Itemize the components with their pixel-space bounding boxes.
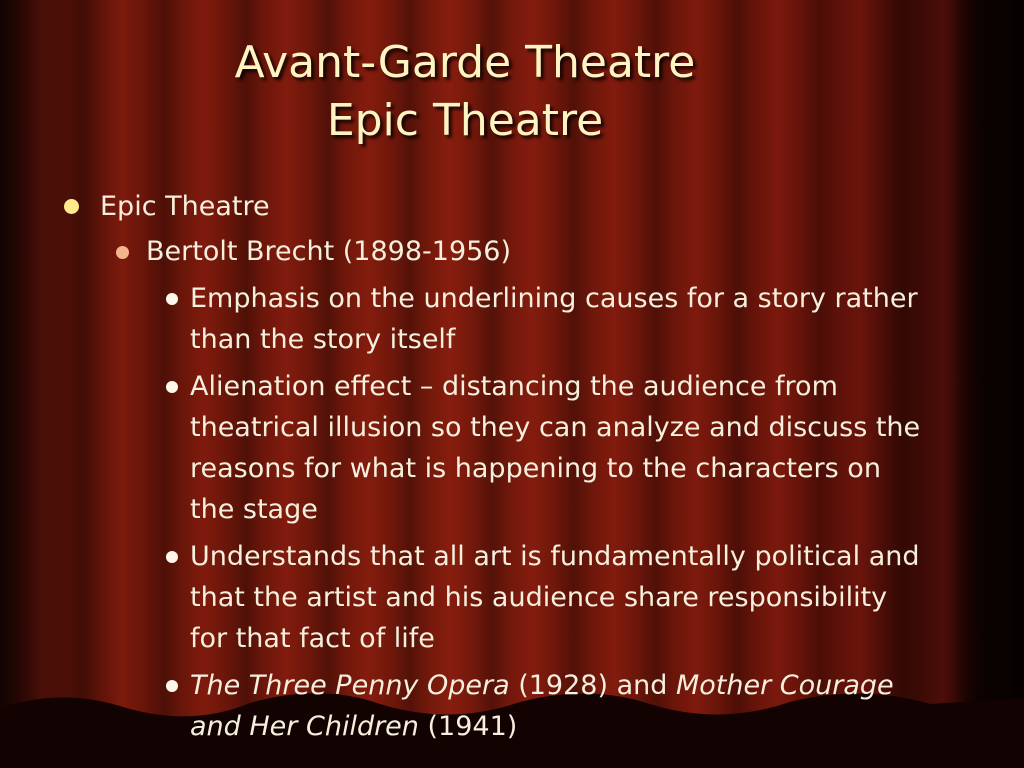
- bullet-dot-icon: [64, 199, 79, 214]
- bullet-level3: [60, 278, 960, 360]
- bullet-level3: [60, 665, 960, 747]
- bullet-list: [60, 186, 960, 753]
- bullet-text: Bertolt Brecht (1898-1956): [146, 236, 512, 267]
- work-title: Mother Courage and Her Children: [190, 670, 894, 742]
- bullet-level2: [60, 231, 960, 272]
- curtain-right-drape: [954, 0, 1024, 768]
- bullet-level3: [60, 536, 960, 659]
- bullet-text: Alienation effect – distancing the audience from theatrical illusion so they can analyze and discuss the reasons for what is happening to the characters on the stage: [190, 371, 921, 525]
- work-title: The Three Penny Opera: [190, 670, 510, 701]
- bullet-dot-icon: [166, 680, 178, 692]
- bullet-dot-icon: [166, 381, 178, 393]
- bullet-dot-icon: [166, 551, 178, 563]
- work-year: (1928) and: [509, 670, 676, 701]
- bullet-text: Understands that all art is fundamentally political and that the artist and his audience share responsibility for that fact of life: [190, 541, 920, 654]
- title-line-1: Avant-Garde Theatre: [234, 37, 696, 88]
- title-line-2: Epic Theatre: [326, 95, 604, 146]
- bullet-text: Emphasis on the underlining causes for a story rather than the story itself: [190, 283, 918, 355]
- bullet-dot-icon: [116, 246, 129, 259]
- work-year: (1941): [418, 711, 518, 742]
- bullet-text: Epic Theatre: [100, 191, 270, 222]
- bullet-level3: [60, 366, 960, 530]
- slide-title: [0, 34, 930, 150]
- bullet-level1: [60, 186, 960, 227]
- bullet-dot-icon: [166, 293, 178, 305]
